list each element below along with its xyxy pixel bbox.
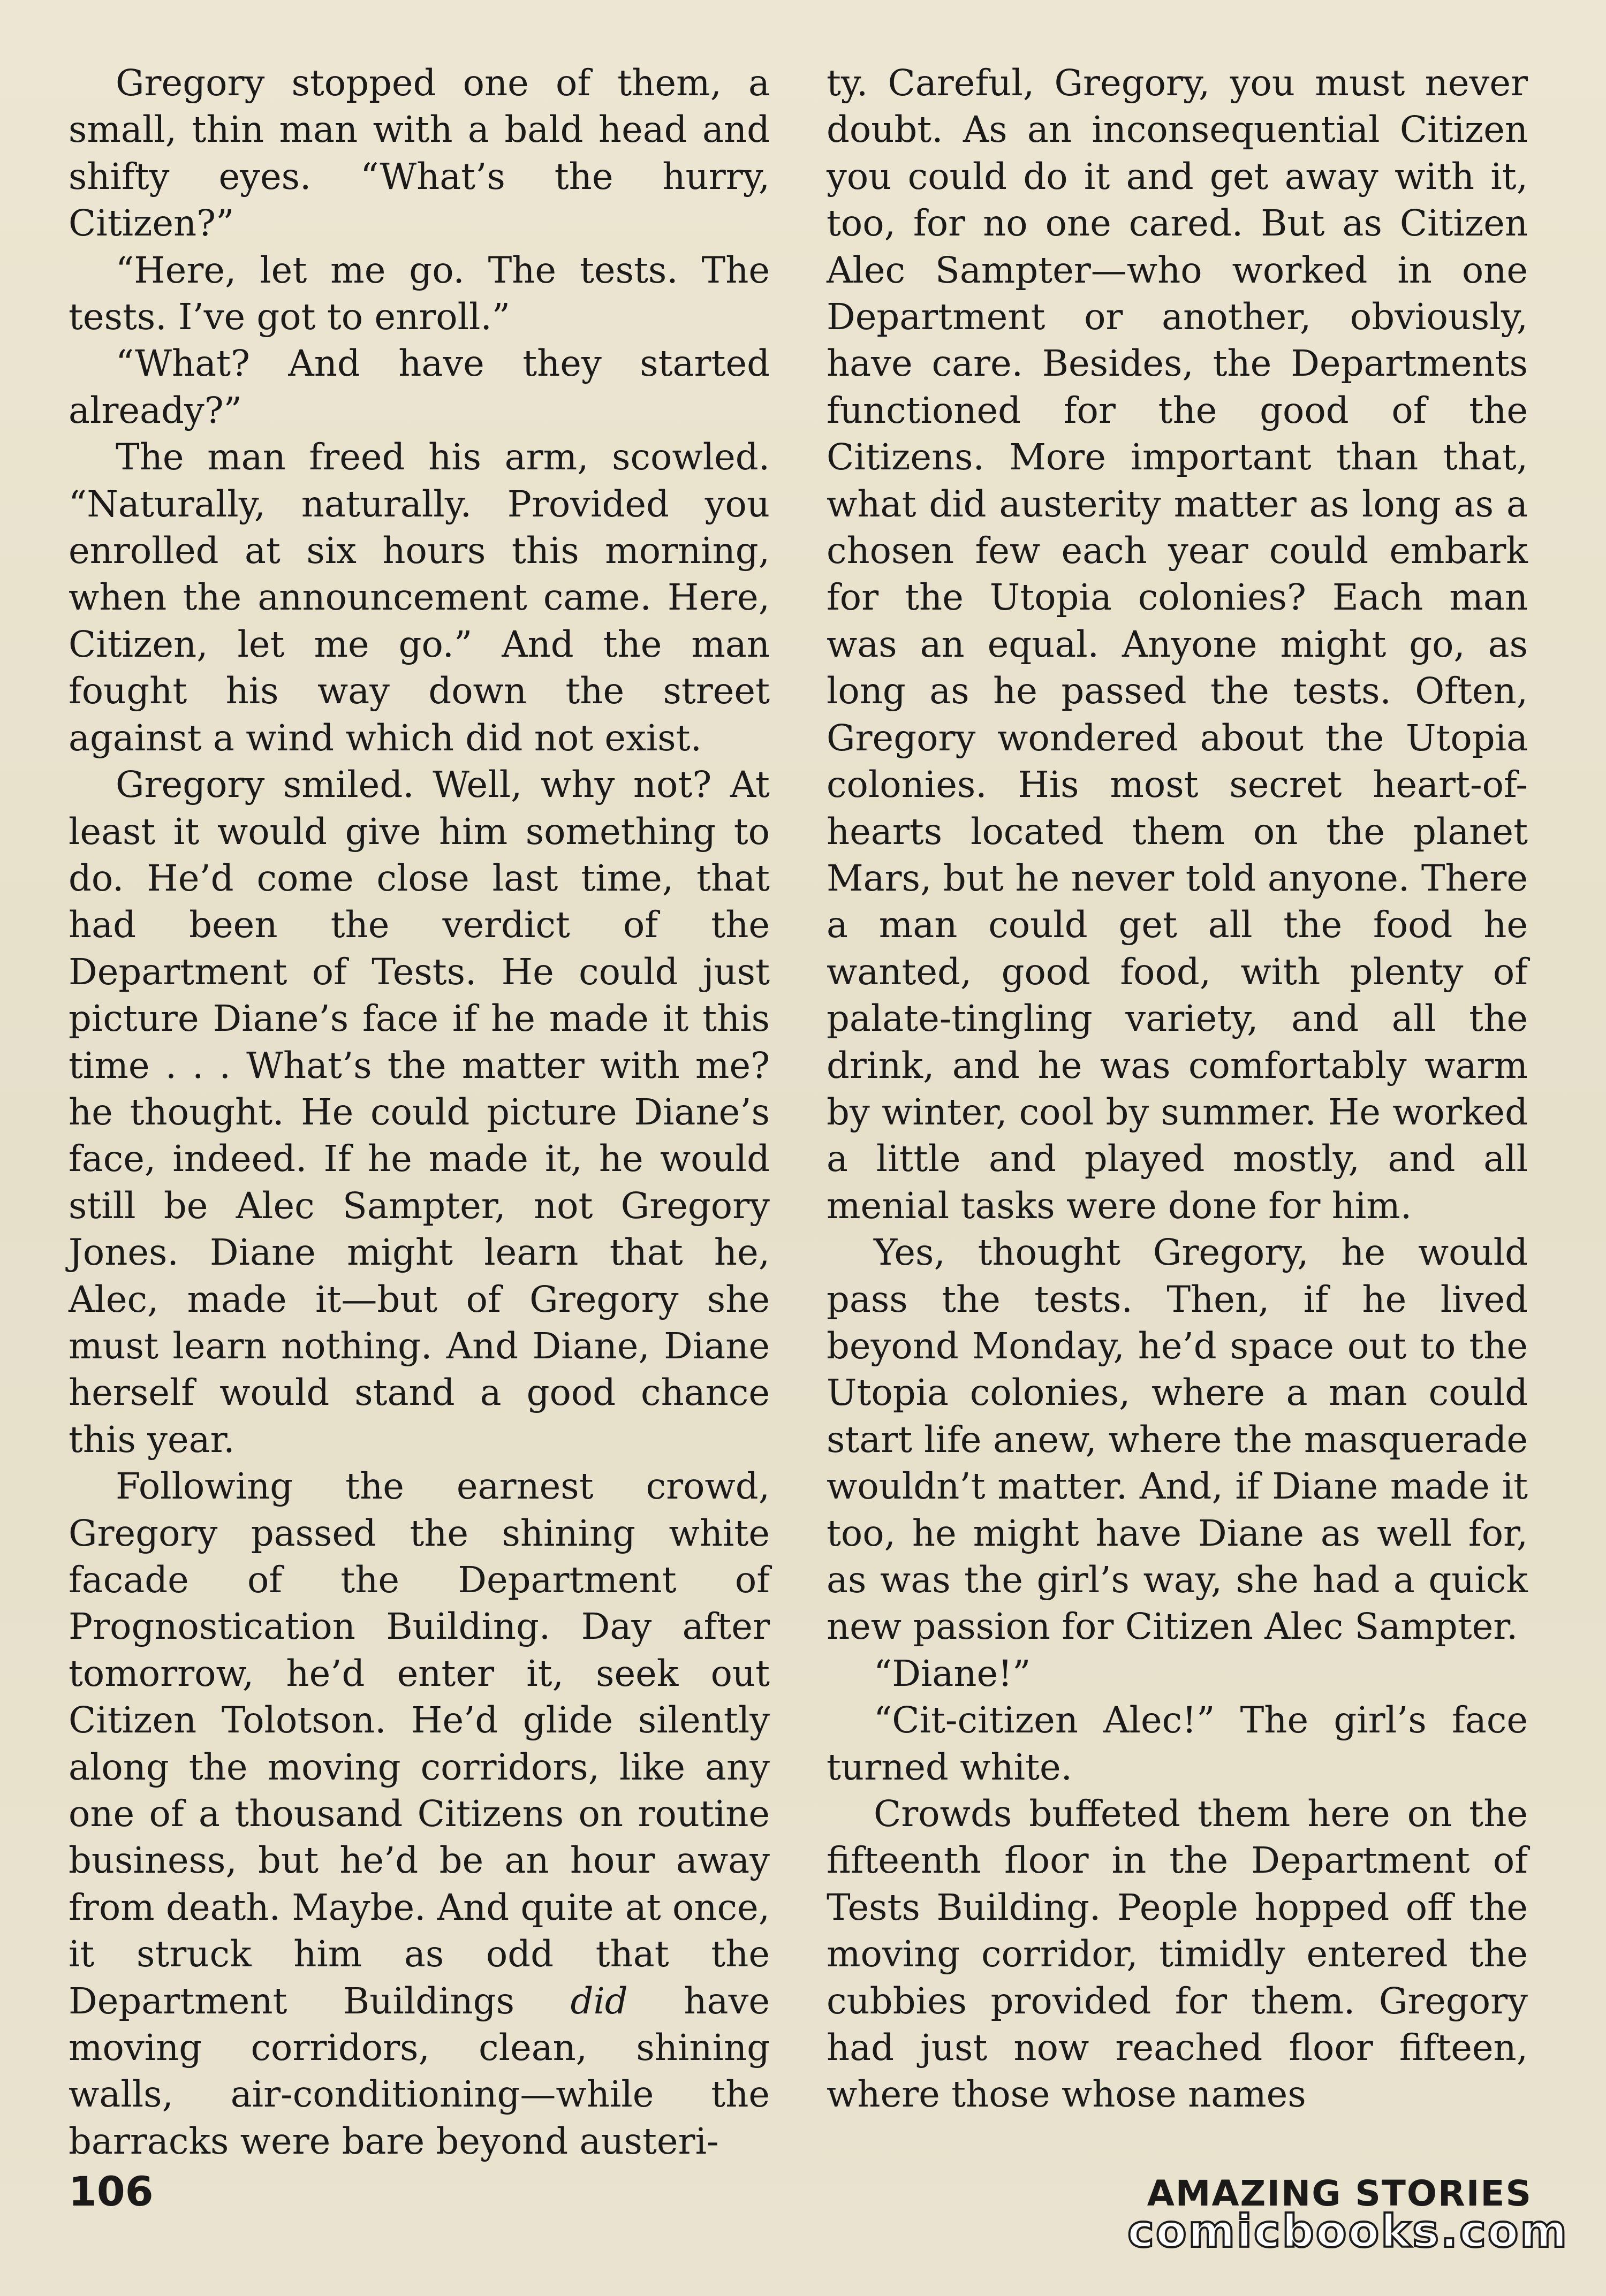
magazine-title: AMAZING STORIES [1147, 2173, 1532, 2214]
paragraph: The man freed his arm, scowled. “Naturally, naturally. Provided you enrolled at six hours this morning, when the announcement came. Here, Citizen, let me go.” And the man fought his way down the street against a wind which did not exist. [69, 436, 770, 759]
left-text-column [69, 60, 770, 2162]
paragraph: “Here, let me go. The tests. The tests. I’ve got to enroll.” [69, 249, 770, 338]
right-text-column [827, 60, 1528, 2137]
page-number: 106 [69, 2168, 154, 2215]
paragraph: “What? And have they started already?” [69, 343, 770, 431]
paragraph: “Diane!” [874, 1652, 1031, 1694]
watermark: comicbooks.com [1127, 2205, 1569, 2257]
paragraph: Gregory stopped one of them, a small, thin man with a bald head and shifty eyes. “What’s the hurry, Citizen?” [69, 62, 770, 245]
paragraph-text: have moving corridors, clean, shining walls, air-conditioning—while the barracks were bare beyond austeri- [69, 1980, 770, 2162]
paragraph: Yes, thought Gregory, he would pass the tests. Then, if he lived beyond Monday, he’d space out to the Utopia colonies, where a man could start life anew, where the masquerade wouldn’t matter. And, if Diane made it too, he might have Diane as well for, as was the girl’s way, she had a quick new passion for Citizen Alec Sampter. [827, 1231, 1528, 1648]
paragraph [69, 1463, 770, 2165]
paragraph-text: Following the earnest crowd, Gregory passed the shining white facade of the Department of Prognostication Building. Day after tomorrow, he’d enter it, seek out Citizen Tolotson. He’d glide silently along the moving corridors, like any one of a thousand Citizens on routine business, but he’d be an hour away from death. Maybe. And quite at once, it struck him as odd that the Department Buildings [69, 1465, 770, 2022]
paragraph: Crowds buffeted them here on the fifteenth floor in the Department of Tests Building. People hopped off the moving corridor, timidly entered the cubbies provided for them. Gregory had just now reached floor fifteen, where those whose names [827, 1793, 1528, 2116]
emphasized-word: did [570, 1980, 628, 2022]
paragraph: Gregory smiled. Well, why not? At least it would give him something to do. He’d come close last time, that had been the verdict of the Department of Tests. He could just picture Diane’s face if he made it this time . . . What’s the matter with me? he thought. He could picture Diane’s face, indeed. If he made it, he would still be Alec Sampter, not Gregory Jones. Diane might learn that he, Alec, made it—but of Gregory she must learn nothing. And Diane, Diane herself would stand a good chance this year. [69, 764, 770, 1461]
paragraph: “Cit-citizen Alec!” The girl’s face turned white. [827, 1699, 1528, 1788]
paragraph: ty. Careful, Gregory, you must never doubt. As an inconsequential Citizen you could do it and get away with it, too, for no one cared. But as Citizen Alec Sampter—who worked in one Department or another, obviously, have care. Besides, the Departments functioned for the good of the Citizens. More important than that, what did austerity matter as long as a chosen few each year could embark for the Utopia colonies? Each man was an equal. Anyone might go, as long as he passed the tests. Often, Gregory wondered about the Utopia colonies. His most secret heart-of-hearts located them on the planet Mars, but he never told anyone. There a man could get all the food he wanted, good food, with plenty of palate-tingling variety, and all the drink, and he was comfortably warm by winter, cool by summer. He worked a little and played mostly, and all menial tasks were done for him. [827, 62, 1528, 1227]
